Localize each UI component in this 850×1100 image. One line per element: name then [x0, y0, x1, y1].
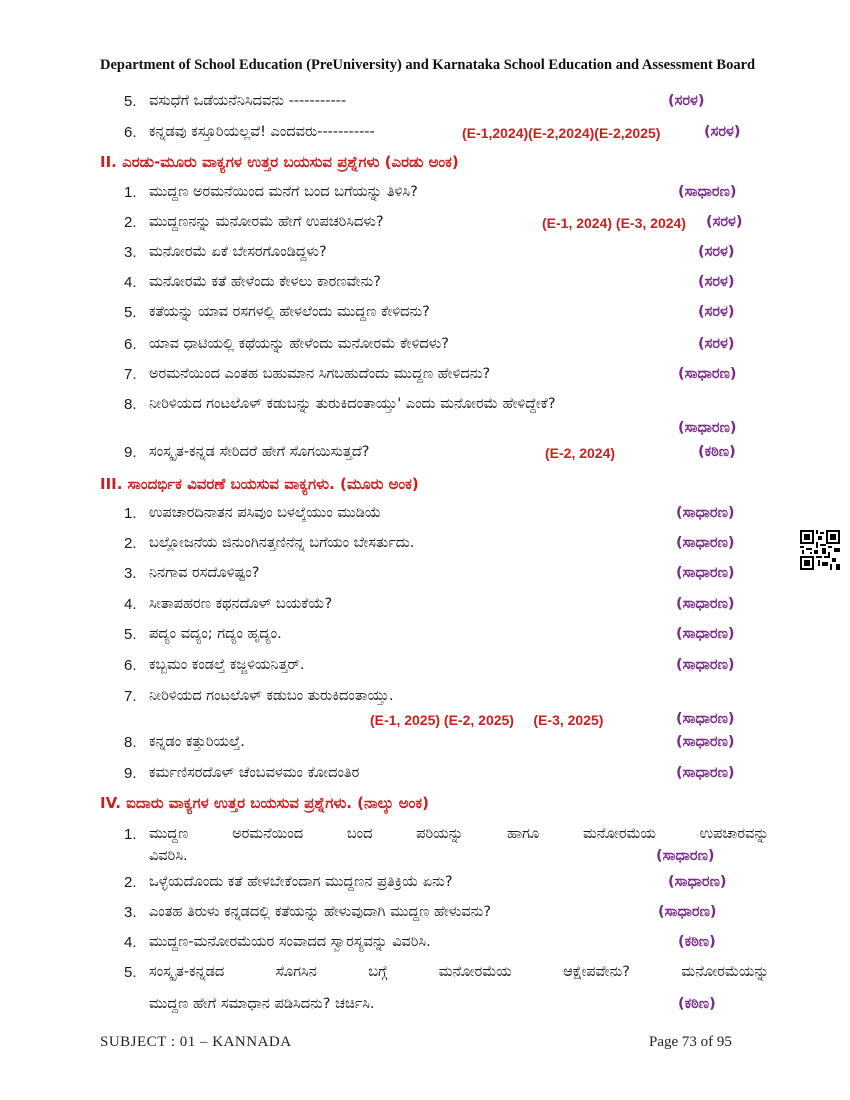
difficulty-tag: (ಸಾಧಾರಣ): [676, 565, 735, 581]
question-row: [0, 418, 850, 442]
question-row: [0, 902, 850, 926]
question-row: [0, 533, 850, 557]
question-number: 2.: [124, 535, 137, 552]
question-text: ಅರಮನೆಯಿಂದ ಎಂತಹ ಬಹುಮಾನ ಸಿಗಬಹುದೆಂದು ಮುದ್ದಣ ಹೇಳಿದನು?: [149, 366, 491, 382]
question-text: ಸಂಸ್ಕೃತ-ಕನ್ನಡದ ಸೊಗಸಿನ ಬಗ್ಗೆ ಮನೋರಮೆಯ ಆಕ್ಷೇಪವೇನು? ಮನೋರಮೆಯನ್ನು: [149, 964, 769, 980]
question-text: ಮುದ್ದಣ ಅರಮನೆಯಿಂದ ಬಂದ ಪರಿಯನ್ನು ಹಾಗೂ ಮನೋರಮೆಯ ಉಪಚಾರವನ್ನು: [149, 826, 769, 842]
question-text: ಉಪಚಾರದಿನಾತನ ಪಸಿವುಂ ಬಳಲ್ಕೆಯುಂ ಮುಡಿಯೆ: [149, 505, 382, 521]
difficulty-tag: (ಸಾಧಾರಣ): [678, 366, 737, 382]
question-text: ಮುದ್ದಣನನ್ನು ಮನೋರಮೆ ಹೇಗೆ ಉಪಚರಿಸಿದಳು?: [149, 214, 384, 230]
question-text: ನೀರಿಳಿಯದ ಗಂಟಲೊಳ್ ಕಡುಬಂ ತುರುಕಿದಂತಾಯ್ತು.: [149, 688, 394, 704]
question-number: 5.: [124, 304, 137, 321]
question-text: ಮನೋರಮೆ ಕತೆ ಹೇಳೆಂದು ಕೇಳಲು ಕಾರಣವೇನು?: [149, 274, 381, 290]
question-text: ಮನೋರಮೆ ಏಕೆ ಬೇಸರಗೊಂಡಿದ್ದಳು?: [149, 244, 327, 260]
question-text: ಮುದ್ದಣ ಅರಮನೆಯಿಂದ ಮನೆಗೆ ಬಂದ ಬಗೆಯನ್ನು ತಿಳಿಸಿ?: [149, 184, 418, 200]
difficulty-tag: (ಸಾಧಾರಣ): [676, 734, 735, 750]
question-number: 7.: [124, 688, 137, 705]
question-number: 4.: [124, 274, 137, 291]
question-row: [0, 732, 850, 756]
question-number: 9.: [124, 444, 137, 461]
question-number: 1.: [124, 505, 137, 522]
difficulty-tag: (ಕಠಿಣ): [678, 996, 716, 1012]
difficulty-tag: (ಸಾಧಾರಣ): [676, 535, 735, 551]
difficulty-tag: (ಕಠಿಣ): [698, 444, 736, 460]
difficulty-tag: (ಸರಳ): [704, 124, 741, 140]
question-row: [0, 824, 850, 848]
page-header: Department of School Education (PreUniversity) and Karnataka School Education and Assessment Board: [100, 57, 756, 73]
question-row: [0, 594, 850, 618]
question-row: [0, 932, 850, 956]
question-row: [0, 302, 850, 326]
question-row: [0, 334, 850, 358]
question-number: 5.: [124, 626, 137, 643]
question-number: 1.: [124, 826, 137, 843]
difficulty-tag: (ಸಾಧಾರಣ): [658, 904, 717, 920]
difficulty-tag: (ಸರಳ): [698, 274, 735, 290]
question-number: 4.: [124, 934, 137, 951]
question-number: 4.: [124, 596, 137, 613]
question-text: ನಿನಗಾವ ರಸದೊಳಿಷ್ಟಂ?: [149, 565, 260, 581]
question-text: ನೀರಿಳಿಯದ ಗಂಟಲೊಳ್ ಕಡುಬನ್ನು ತುರುಕಿದಂತಾಯ್ತು' ಎಂದು ಮನೋರಮೆ ಹೇಳಿದ್ದೇಕೆ?: [149, 396, 556, 412]
question-text: ಕರ್ಮಣಿಸರದೊಳ್ ಚೆಂಬವಳಮಂ ಕೋದಂತಿರ: [149, 765, 360, 781]
footer-page-number: Page 73 of 95: [649, 1034, 732, 1050]
question-row: [0, 442, 850, 466]
difficulty-tag: (ಸಾಧಾರಣ): [676, 711, 735, 727]
question-row: [0, 394, 850, 418]
question-number: 1.: [124, 184, 137, 201]
question-row: [0, 212, 850, 236]
question-row: [0, 962, 850, 986]
question-number: 6.: [124, 124, 137, 141]
question-row: [0, 655, 850, 679]
question-text: ವಿವರಿಸಿ.: [149, 848, 188, 864]
question-number: 8.: [124, 396, 137, 413]
exam-reference: (E-2, 2024): [545, 445, 616, 461]
question-number: 8.: [124, 734, 137, 751]
question-number: 6.: [124, 657, 137, 674]
section-heading: II. ಎರಡು-ಮೂರು ವಾಕ್ಯಗಳ ಉತ್ತರ ಬಯಸುವ ಪ್ರಶ್ನೆಗಳು (ಎರಡು ಅಂಕ): [100, 153, 459, 171]
difficulty-tag: (ಸಾಧಾರಣ): [656, 848, 715, 864]
question-text: ಕತೆಯನ್ನು ಯಾವ ರಸಗಳಲ್ಲಿ ಹೇಳಲೆಂದು ಮುದ್ದಣ ಕೇಳಿದನು?: [149, 304, 430, 320]
difficulty-tag: (ಸಾಧಾರಣ): [676, 596, 735, 612]
question-text: ಮುದ್ದಣ ಹೇಗೆ ಸಮಾಧಾನ ಪಡಿಸಿದನು? ಚರ್ಚಿಸಿ.: [149, 996, 375, 1012]
difficulty-tag: (ಸಾಧಾರಣ): [678, 184, 737, 200]
question-row: [0, 994, 850, 1018]
question-number: 3.: [124, 244, 137, 261]
difficulty-tag: (ಸರಳ): [698, 244, 735, 260]
question-row: [0, 122, 850, 146]
question-row: [0, 846, 850, 870]
question-row: [0, 872, 850, 896]
exam-reference: (E-1, 2025) (E-2, 2025) (E-3, 2025): [370, 712, 604, 728]
question-text: ಸೀತಾಪಹರಣ ಕಥನದೊಳ್ ಬಯಕೆಯೆ?: [149, 596, 333, 612]
question-text: ಬಲ್ಲೋಜನೆಯ ಜಿನುಂಗಿನತ್ತಣಿನೆನ್ನ ಬಗೆಯಂ ಬೇಸರ್ತುದು.: [149, 535, 415, 551]
difficulty-tag: (ಸಾಧಾರಣ): [678, 420, 737, 436]
question-row: [0, 686, 850, 710]
difficulty-tag: (ಸರಳ): [706, 214, 743, 230]
footer-subject: SUBJECT : 01 – KANNADA: [100, 1034, 292, 1050]
question-row: [0, 364, 850, 388]
difficulty-tag: (ಕಠಿಣ): [678, 934, 716, 950]
question-row: [0, 272, 850, 296]
difficulty-tag: (ಸಾಧಾರಣ): [676, 626, 735, 642]
difficulty-tag: (ಸರಳ): [698, 336, 735, 352]
question-text: ಮುದ್ದಣ-ಮನೋರಮೆಯರ ಸಂವಾದದ ಸ್ವಾರಸ್ಯವನ್ನು ವಿವರಿಸಿ.: [149, 934, 431, 950]
difficulty-tag: (ಸಾಧಾರಣ): [676, 505, 735, 521]
difficulty-tag: (ಸರಳ): [698, 304, 735, 320]
question-row: [0, 503, 850, 527]
question-text: ಎಂತಹ ತಿರುಳು ಕನ್ನಡದಲ್ಲಿ ಕತೆಯನ್ನು ಹೇಳುವುದಾಗಿ ಮುದ್ದಣ ಹೇಳುವನು?: [149, 904, 492, 920]
question-row: [0, 563, 850, 587]
difficulty-tag: (ಸರಳ): [668, 93, 705, 109]
question-number: 3.: [124, 904, 137, 921]
question-row: [0, 182, 850, 206]
section-heading: III. ಸಾಂದರ್ಭಿಕ ವಿವರಣೆ ಬಯಸುವ ವಾಕ್ಯಗಳು. (ಮೂರು ಅಂಕ): [100, 475, 419, 493]
exam-reference: (E-1,2024)(E-2,2024)(E-2,2025): [462, 125, 661, 141]
question-number: 2.: [124, 874, 137, 891]
question-text: ಕನ್ನಡಂ ಕತ್ತುರಿಯಲ್ತೆ.: [149, 734, 245, 750]
question-text: ಪದ್ಯಂ ವದ್ಯಂ; ಗದ್ಯಂ ಹೃದ್ಯಂ.: [149, 626, 282, 642]
question-number: 2.: [124, 214, 137, 231]
section-heading: IV. ಐದಾರು ವಾಕ್ಯಗಳ ಉತ್ತರ ಬಯಸುವ ಪ್ರಶ್ನೆಗಳು. (ನಾಲ್ಕು ಅಂಕ): [100, 794, 429, 812]
question-number: 5.: [124, 964, 137, 981]
qr-code-icon: [800, 530, 840, 570]
exam-reference: (E-1, 2024) (E-3, 2024): [542, 215, 686, 231]
question-text: ಯಾವ ಧಾಟಿಯಲ್ಲಿ ಕಥೆಯನ್ನು ಹೇಳೆಂದು ಮನೋರಮೆ ಕೇಳಿದಳು?: [149, 336, 449, 352]
question-number: 3.: [124, 565, 137, 582]
question-text: ವಸುಧೆಗೆ ಒಡೆಯನೆನಿಸಿದವನು -----------: [149, 93, 347, 109]
question-text: ಒಳ್ಳೆಯದೊಂದು ಕತೆ ಹೇಳಬೇಕೆಂದಾಗ ಮುದ್ದಣನ ಪ್ರತಿಕ್ರಿಯೆ ಏನು?: [149, 874, 453, 890]
difficulty-tag: (ಸಾಧಾರಣ): [676, 657, 735, 673]
question-number: 7.: [124, 366, 137, 383]
difficulty-tag: (ಸಾಧಾರಣ): [668, 874, 727, 890]
question-text: ಕಬ್ಬಮಂ ಕಂಡಲ್ತೆ ಕಜ್ಜಳಿಯನಿತ್ತರ್.: [149, 657, 305, 673]
question-row: [0, 709, 850, 733]
question-row: [0, 91, 850, 115]
difficulty-tag: (ಸಾಧಾರಣ): [676, 765, 735, 781]
question-text: ಸಂಸ್ಕೃತ-ಕನ್ನಡ ಸೇರಿದರೆ ಹೇಗೆ ಸೊಗಯಿಸುತ್ತದೆ?: [149, 444, 370, 460]
question-row: [0, 763, 850, 787]
question-text: ಕನ್ನಡವು ಕಸ್ತೂರಿಯಲ್ಲವೆ! ಎಂದವರು-----------: [149, 124, 375, 140]
question-row: [0, 624, 850, 648]
question-number: 9.: [124, 765, 137, 782]
question-number: 5.: [124, 93, 137, 110]
question-row: [0, 242, 850, 266]
question-number: 6.: [124, 336, 137, 353]
